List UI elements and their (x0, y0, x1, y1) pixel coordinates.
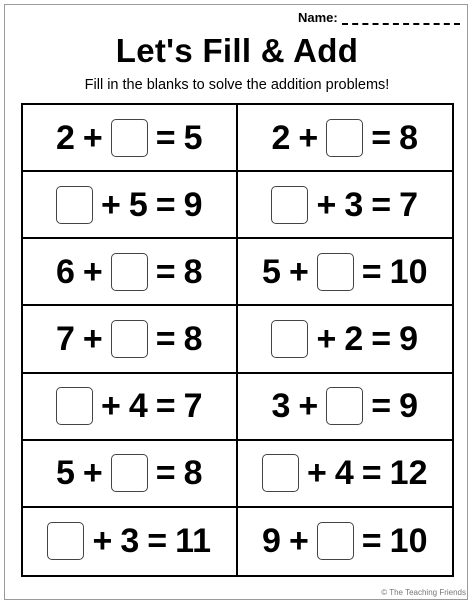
number: 6 (55, 252, 75, 291)
answer-blank-box[interactable] (326, 387, 363, 425)
equals-sign: = (147, 522, 168, 561)
number: 2 (271, 118, 291, 157)
answer-blank-box[interactable] (317, 253, 354, 291)
problem-cell (23, 508, 238, 575)
number: 9 (262, 522, 281, 561)
plus-sign: + (100, 387, 121, 426)
equals-sign: = (361, 522, 382, 561)
plus-sign: + (82, 118, 103, 157)
equals-sign: = (371, 319, 392, 358)
number: 4 (128, 387, 148, 426)
answer-blank-box[interactable] (271, 186, 308, 224)
number: 3 (344, 185, 364, 224)
equals-sign: = (371, 185, 392, 224)
number: 12 (389, 454, 428, 493)
problem-cell (238, 172, 453, 239)
number: 2 (55, 118, 75, 157)
equals-sign: = (371, 387, 392, 426)
number: 8 (183, 252, 203, 291)
worksheet-title: Let's Fill & Add (115, 32, 359, 69)
number: 11 (175, 522, 212, 561)
plus-sign: + (298, 118, 319, 157)
problem-cell (23, 441, 238, 508)
equals-sign: = (155, 185, 176, 224)
number: 9 (183, 185, 203, 224)
plus-sign: + (288, 522, 309, 561)
answer-blank-box[interactable] (111, 119, 148, 157)
answer-blank-box[interactable] (271, 320, 308, 358)
number: 8 (183, 454, 203, 493)
number: 10 (389, 252, 428, 291)
problem-cell (23, 306, 238, 373)
problem-cell (23, 374, 238, 441)
number: 3 (120, 522, 140, 561)
number: 4 (334, 454, 354, 493)
equals-sign: = (371, 118, 392, 157)
plus-sign: + (288, 252, 309, 291)
problem-cell (23, 239, 238, 306)
problem-cell (238, 374, 453, 441)
number: 7 (183, 387, 203, 426)
plus-sign: + (82, 454, 103, 493)
number: 5 (128, 185, 148, 224)
name-field (298, 10, 460, 25)
problem-grid (21, 103, 454, 577)
plus-sign: + (82, 319, 103, 358)
answer-blank-box[interactable] (111, 253, 148, 291)
equals-sign: = (155, 319, 176, 358)
number: 8 (399, 118, 419, 157)
answer-blank-box[interactable] (56, 387, 93, 425)
number: 3 (271, 387, 291, 426)
problem-cell (23, 105, 238, 172)
number: 10 (389, 522, 428, 561)
answer-blank-box[interactable] (317, 522, 354, 560)
credit-text: © The Teaching Friends (381, 588, 466, 597)
plus-sign: + (316, 319, 337, 358)
equals-sign: = (361, 454, 382, 493)
answer-blank-box[interactable] (47, 522, 84, 560)
problem-cell (23, 172, 238, 239)
problem-cell (238, 441, 453, 508)
plus-sign: + (92, 522, 113, 561)
name-label: Name: (298, 10, 338, 25)
answer-blank-box[interactable] (56, 186, 93, 224)
equals-sign: = (155, 387, 176, 426)
answer-blank-box[interactable] (262, 454, 299, 492)
equals-sign: = (361, 252, 382, 291)
number: 8 (183, 319, 203, 358)
answer-blank-box[interactable] (111, 320, 148, 358)
number: 5 (262, 252, 281, 291)
plus-sign: + (307, 454, 327, 493)
problem-cell (238, 105, 453, 172)
name-blank-line[interactable] (342, 11, 460, 25)
problem-cell (238, 508, 453, 575)
number: 9 (399, 319, 419, 358)
plus-sign: + (100, 185, 121, 224)
number: 5 (55, 454, 75, 493)
number: 7 (399, 185, 419, 224)
number: 7 (55, 319, 75, 358)
number: 5 (183, 118, 203, 157)
worksheet-instructions: Fill in the blanks to solve the addition problems! (84, 77, 390, 93)
equals-sign: = (155, 118, 176, 157)
equals-sign: = (155, 454, 176, 493)
plus-sign: + (82, 252, 103, 291)
number: 2 (344, 319, 364, 358)
problem-cell (238, 239, 453, 306)
problem-cell (238, 306, 453, 373)
equals-sign: = (155, 252, 176, 291)
plus-sign: + (298, 387, 319, 426)
plus-sign: + (316, 185, 337, 224)
number: 9 (399, 387, 419, 426)
answer-blank-box[interactable] (326, 119, 363, 157)
answer-blank-box[interactable] (111, 454, 148, 492)
